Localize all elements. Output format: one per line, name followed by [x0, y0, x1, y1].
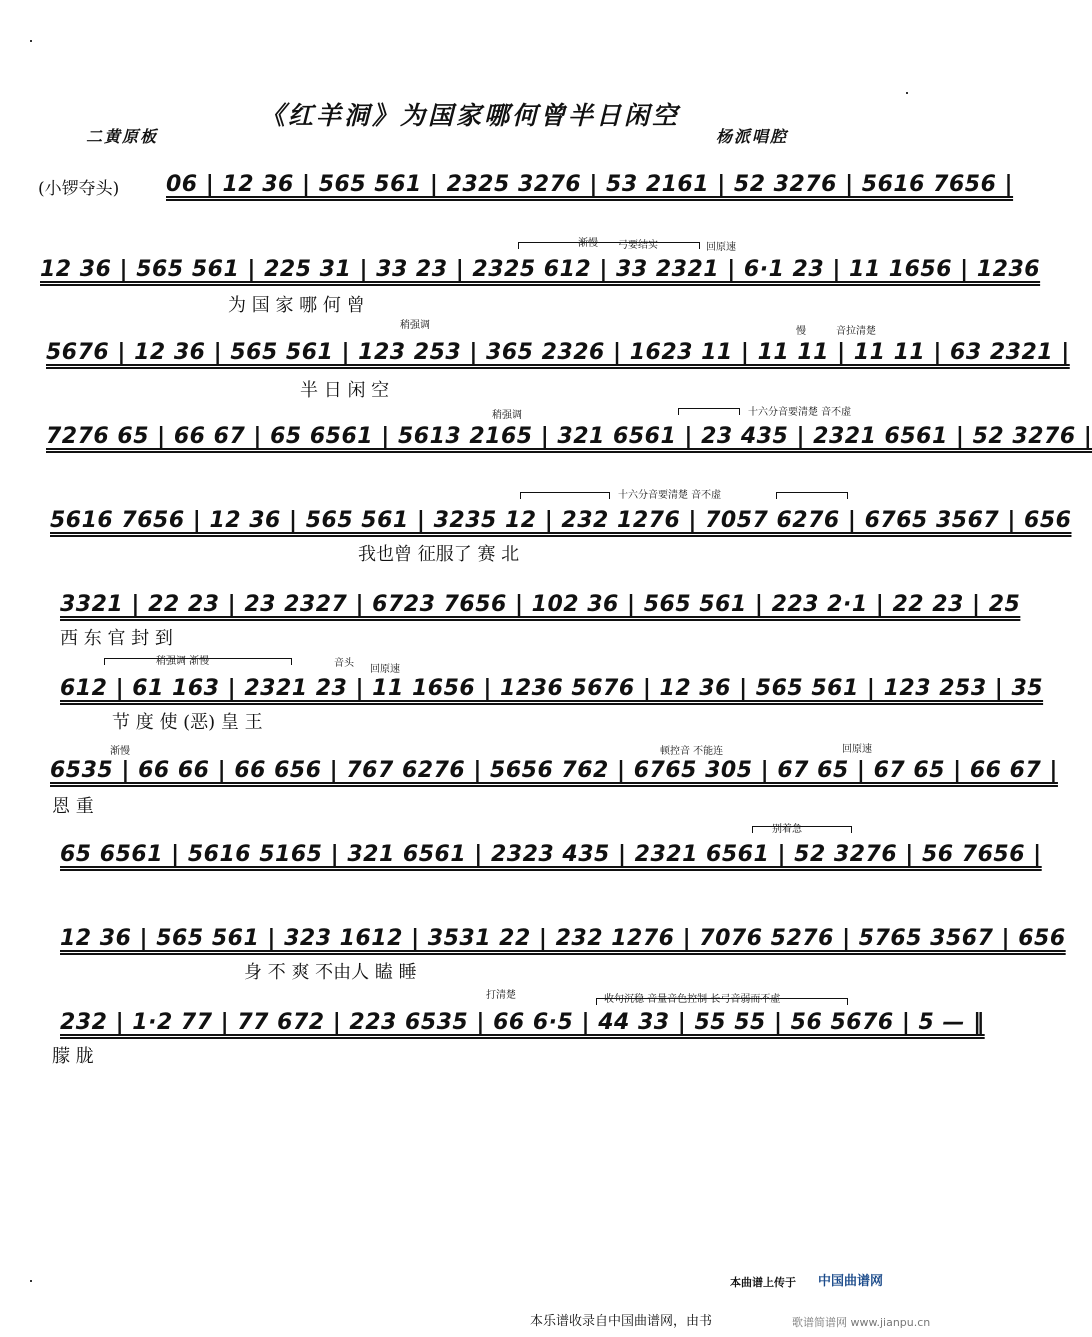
lyrics-line: 我也曾 征服了 赛 北 [358, 544, 520, 565]
staff-row [0, 172, 1014, 242]
phrase-bracket [776, 492, 848, 499]
lyrics-line: 半 日 闲 空 [300, 380, 390, 401]
lyrics-line: 西 东 官 封 到 [60, 628, 173, 649]
lyrics-line: 朦 胧 [52, 1046, 94, 1067]
annotation: 渐慢 [110, 746, 130, 757]
staff-row [0, 424, 1092, 494]
lyrics-line: 为 国 家 哪 何 曾 [228, 295, 365, 316]
lyrics-line: 身 不 爽 不由人 瞌 睡 [244, 962, 417, 983]
staff-row [0, 676, 1044, 746]
staff-row [0, 842, 1042, 912]
watermark: 歌谱简谱网 www.jianpu.cn [792, 1316, 931, 1329]
staff-row [0, 257, 1041, 327]
notation-line: 5676 | 12 36 | 565 561 | 123 253 | 365 2326 | 1623 11 | 11 11 | 11 11 | 63 2321 | [46, 340, 1070, 365]
annotation: 稍强调 [400, 320, 430, 331]
annotation: 回原速 [842, 744, 872, 755]
phrase-bracket [104, 658, 292, 665]
staff-row [0, 926, 1066, 996]
staff-row [0, 1010, 985, 1080]
phrase-bracket [596, 998, 848, 1005]
annotation: 别着急 [772, 824, 802, 835]
notation-line: 3321 | 22 23 | 23 2327 | 6723 7656 | 102 36 | 565 561 | 223 2·1 | 22 23 | 25 [60, 592, 1021, 617]
notation-line: 6535 | 66 66 | 66 656 | 767 6276 | 5656 762 | 6765 305 | 67 65 | 67 65 | 66 67 | [50, 758, 1058, 783]
staff-row [0, 508, 1072, 578]
page-title: 《红羊洞》为国家哪何曾半日闲空 [259, 101, 680, 130]
notation-line: 5616 7656 | 12 36 | 565 561 | 3235 12 | 232 1276 | 7057 6276 | 6765 3567 | 656 [50, 508, 1072, 533]
upload-note: 本曲谱上传于 [730, 1276, 796, 1289]
annotation: 稍强调 [492, 410, 522, 421]
staff-row [0, 758, 1058, 828]
notation-line: 12 36 | 565 561 | 225 31 | 33 23 | 2325 612 | 33 2321 | 6·1 23 | 11 1656 | 1236 [40, 257, 1041, 282]
notation-line: 232 | 1·2 77 | 77 672 | 223 6535 | 66 6·5 | 44 33 | 55 55 | 56 5676 | 5 — ‖ [60, 1010, 985, 1035]
notation-line: 06 | 12 36 | 565 561 | 2325 3276 | 53 2161 | 52 3276 | 5616 7656 | [166, 172, 1014, 197]
annotation: 收句沉稳 音量音色控制 长弓音弱而不虚 [604, 994, 781, 1005]
notation-line: 612 | 61 163 | 2321 23 | 11 1656 | 1236 5676 | 12 36 | 565 561 | 123 253 | 35 [60, 676, 1044, 701]
corner-mark [30, 40, 32, 42]
annotation: 弓要结实 [618, 240, 658, 251]
lyrics-line: 节 度 使 (恶) 皇 王 [112, 712, 263, 733]
phrase-bracket [752, 826, 852, 833]
notation-line: 7276 65 | 66 67 | 65 6561 | 5613 2165 | 321 6561 | 23 435 | 2321 6561 | 52 3276 | [46, 424, 1092, 449]
notation-line: 65 6561 | 5616 5165 | 321 6561 | 2323 435 | 2321 6561 | 52 3276 | 56 7656 | [60, 842, 1042, 867]
annotation: 打清楚 [486, 990, 516, 1001]
style-label: 杨派唱腔 [716, 127, 789, 146]
annotation: 音头 [334, 658, 354, 669]
staff-row [0, 592, 1021, 662]
annotation: 十六分音要清楚 音不虚 [748, 407, 852, 418]
corner-mark [906, 92, 908, 94]
annotation: 十六分音要清楚 音不虚 [618, 490, 722, 501]
phrase-bracket [678, 408, 740, 415]
annotation: 顿控音 不能连 [660, 746, 724, 757]
source-note: 本乐谱收录自中国曲谱网，由书 [530, 1314, 713, 1329]
lyrics-line: 恩 重 [52, 796, 94, 817]
annotation: 稍强调 渐慢 [156, 656, 210, 667]
annotation: 渐慢 [578, 238, 598, 249]
annotation: 回原速 [370, 664, 400, 675]
site-logo[interactable]: 中国曲谱网 [818, 1274, 884, 1289]
notation-line: 12 36 | 565 561 | 323 1612 | 3531 22 | 232 1276 | 7076 5276 | 5765 3567 | 656 [60, 926, 1066, 951]
corner-mark [30, 1280, 32, 1282]
intro-label: (小锣夺头) [38, 179, 120, 199]
annotation: 慢 [796, 326, 806, 337]
banqiang-label: 二黄原板 [86, 127, 159, 146]
phrase-bracket [520, 492, 610, 499]
phrase-bracket [518, 242, 700, 249]
annotation: 回原速 [706, 242, 736, 253]
annotation: 音拉清楚 [836, 326, 876, 337]
staff-row [0, 340, 1070, 410]
